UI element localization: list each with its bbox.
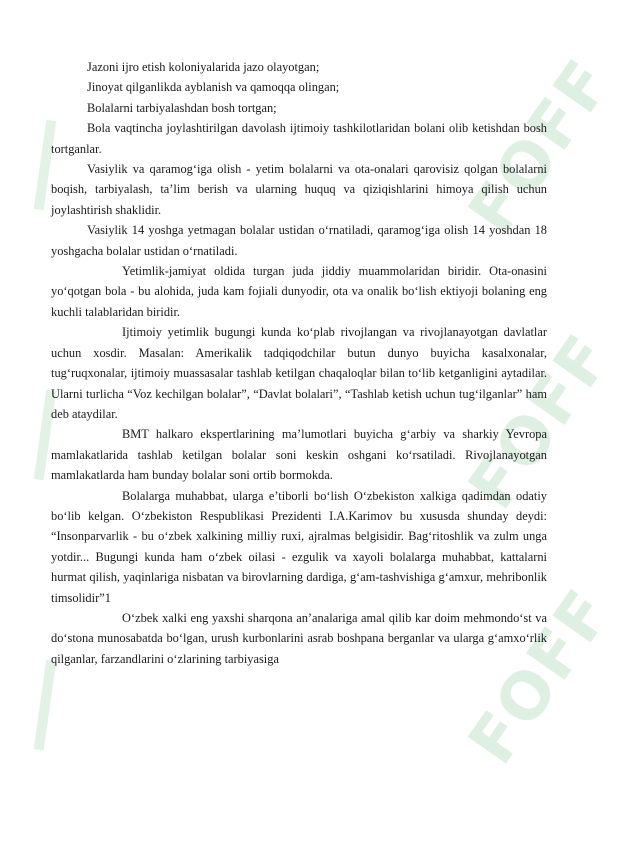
paragraph: Vasiylik 14 yoshga yetmagan bolalar ustidan o‘rnatiladi, qaramog‘iga olish 14 yoshdan 18 yoshgacha bolalar ustidan o‘rnatiladi. (51, 223, 547, 258)
paragraph: Bolalarni tarbiyalashdan bosh tortgan; (87, 100, 277, 115)
document-body (51, 57, 547, 669)
paragraph: Ijtimoiy yetimlik bugungi kunda ko‘plab rivojlangan va rivojlanayotgan davlatlar uchun xosdir. Masalan: Amerikalik tadqiqodchilar butun dunyo buyicha kasalxonalar, tug‘ruqxonalar, ijtimoiy muassasalar tashlab ketilgan chaqaloqlar bilan to‘lib ketganligini aytadilar. Ularni turlicha “Voz kechilgan bolalar”, “Davlat bolalari”, “Tashlab ketish uchun tug‘ilganlar” ham deb ataydilar. (51, 325, 547, 421)
paragraph: O‘zbek xalki eng yaxshi sharqona an’analariga amal qilib kar doim mehmondo‘st va do‘stona munosabatda bo‘lgan, urush kurbonlarini asrab boshpana berganlar va ularga g‘amxo‘rlik qilganlar, farzandlarini o‘zlarining tarbiyasiga (51, 610, 547, 666)
paragraph: Yetimlik-jamiyat oldida turgan juda jiddiy muammolaridan biridir. Ota-onasini yo‘qotgan bola - bu alohida, juda kam fojiali dunyodir, ota va onalik bo‘lish ektiyoji bolaning eng kuchli talablaridan biridir. (51, 264, 547, 319)
paragraph: Jinoyat qilganlikda ayblanish va qamoqqa olingan; (87, 80, 340, 95)
paragraph: Bola vaqtincha joylashtirilgan davolash ijtimoiy tashkilotlaridan bolani olib ketishdan bosh tortganlar. (51, 121, 547, 156)
watermark-mark (34, 660, 56, 751)
watermark-logo: FOFF (455, 576, 627, 778)
paragraph: BMT halkaro ekspertlarining ma’lumotlari buyicha g‘arbiy va sharkiy Yevropa mamlakatlarida tashlab ketilgan bolalar soni keskin oshgani ko‘rsatiladi. Rivojlanayotgan mamlakatlarda ham bunday bolalar soni ortib bormokda. (51, 427, 547, 483)
paragraph: Bolalarga muhabbat, ularga e’tiborli bo‘lish O‘zbekiston xalkiga qadimdan odatiy bo‘lib kelgan. O‘zbekiston Respublikasi Prezidenti I.A.Karimov bu xususda shunday deydi: “Insonparvarlik - bu o‘zbek xalkining milliy ruxi, ajralmas belgisidir. Bag‘ritoshlik va zulm unga yotdir... Bugungi kunda ham o‘zbek oilasi - ezgulik va xayoli bolalarga muhabbat, kattalarni hurmat qilish, yaqinlariga nisbatan va birovlarning dardiga, g‘am-tashvishiga g‘amxur, mehribonlik timsolidir”1 (51, 488, 547, 605)
paragraph: Vasiylik va qaramog‘iga olish - yetim bolalarni va ota-onalari qarovisiz qolgan bolalarni boqish, tarbiyalash, ta’lim berish va ularning huquq va qiziqishlarini himoya qilish uchun joylashtirish shaklidir. (51, 162, 547, 217)
watermark-logo: FOFF (455, 46, 627, 248)
watermark-logo: FOFF (455, 321, 627, 523)
paragraph: Jazoni ijro etish koloniyalarida jazo olayotgan; (87, 60, 320, 74)
